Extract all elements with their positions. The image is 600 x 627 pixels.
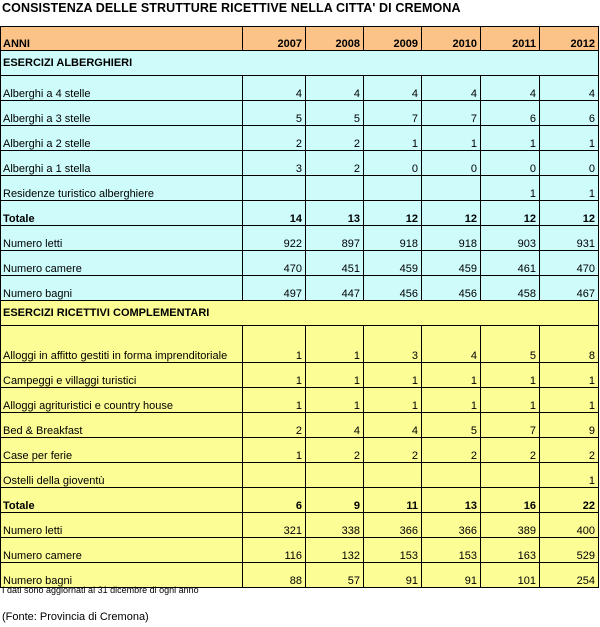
total-row (1, 488, 599, 513)
section-title-fill (540, 51, 599, 76)
value-cell: 4 (306, 413, 364, 438)
value-cell: 389 (481, 513, 540, 538)
value-cell: 456 (422, 276, 481, 301)
value-cell: 1 (243, 363, 306, 388)
value-cell: 4 (481, 76, 540, 101)
table-row (1, 563, 599, 588)
source-note: (Fonte: Provincia di Cremona) (2, 611, 149, 623)
value-cell: 4 (540, 76, 599, 101)
value-cell: 497 (243, 276, 306, 301)
value-cell: 447 (306, 276, 364, 301)
value-cell: 451 (306, 251, 364, 276)
value-cell: 2 (540, 438, 599, 463)
value-cell: 456 (364, 276, 422, 301)
value-cell (422, 463, 481, 488)
value-cell: 1 (364, 388, 422, 413)
value-cell: 1 (481, 176, 540, 201)
value-cell: 2 (243, 126, 306, 151)
value-cell: 1 (481, 363, 540, 388)
section-header-row (1, 301, 599, 326)
value-cell: 458 (481, 276, 540, 301)
value-cell: 254 (540, 563, 599, 588)
value-cell: 1 (364, 363, 422, 388)
value-cell: 0 (481, 151, 540, 176)
value-cell: 467 (540, 276, 599, 301)
header-label: ANNI (1, 27, 243, 51)
value-cell: 14 (243, 201, 306, 226)
value-cell: 366 (364, 513, 422, 538)
value-cell (364, 176, 422, 201)
value-cell (243, 176, 306, 201)
value-cell: 5 (422, 413, 481, 438)
value-cell: 153 (364, 538, 422, 563)
value-cell: 0 (422, 151, 481, 176)
section-header-row (1, 51, 599, 76)
value-cell: 7 (364, 101, 422, 126)
value-cell: 5 (481, 326, 540, 363)
total-row (1, 201, 599, 226)
value-cell: 5 (306, 101, 364, 126)
value-cell: 1 (422, 126, 481, 151)
table-row (1, 76, 599, 101)
table-row (1, 463, 599, 488)
header-row (1, 27, 599, 51)
section-title: ESERCIZI RICETTIVI COMPLEMENTARI (1, 301, 540, 326)
table-row (1, 513, 599, 538)
value-cell: 0 (540, 151, 599, 176)
value-cell: 897 (306, 226, 364, 251)
value-cell: 11 (364, 488, 422, 513)
value-cell: 9 (306, 488, 364, 513)
row-label: Numero bagni (1, 276, 243, 301)
value-cell: 7 (481, 413, 540, 438)
value-cell: 461 (481, 251, 540, 276)
value-cell: 1 (540, 463, 599, 488)
value-cell (306, 176, 364, 201)
value-cell: 91 (364, 563, 422, 588)
value-cell (481, 463, 540, 488)
table-row (1, 413, 599, 438)
value-cell: 9 (540, 413, 599, 438)
value-cell: 7 (422, 101, 481, 126)
value-cell: 91 (422, 563, 481, 588)
value-cell: 2 (306, 126, 364, 151)
value-cell (243, 463, 306, 488)
page-title: CONSISTENZA DELLE STRUTTURE RICETTIVE NELLA CITTA' DI CREMONA (2, 1, 461, 15)
row-label: Alloggi agrituristici e country house (1, 388, 243, 413)
value-cell: 918 (422, 226, 481, 251)
row-label: Alloggi in affitto gestiti in forma imprenditoriale (1, 326, 243, 363)
row-label: Bed & Breakfast (1, 413, 243, 438)
row-label: Ostelli della gioventù (1, 463, 243, 488)
table-row (1, 363, 599, 388)
value-cell: 12 (364, 201, 422, 226)
value-cell: 400 (540, 513, 599, 538)
row-label: Case per ferie (1, 438, 243, 463)
section-title: ESERCIZI ALBERGHIERI (1, 51, 540, 76)
value-cell: 1 (306, 363, 364, 388)
value-cell: 153 (422, 538, 481, 563)
value-cell: 163 (481, 538, 540, 563)
value-cell: 8 (540, 326, 599, 363)
value-cell: 13 (306, 201, 364, 226)
value-cell: 918 (364, 226, 422, 251)
value-cell: 338 (306, 513, 364, 538)
value-cell: 1 (243, 438, 306, 463)
value-cell: 3 (243, 151, 306, 176)
value-cell: 1 (540, 176, 599, 201)
row-label: Numero camere (1, 251, 243, 276)
value-cell: 922 (243, 226, 306, 251)
value-cell: 366 (422, 513, 481, 538)
value-cell: 4 (422, 326, 481, 363)
value-cell: 5 (243, 101, 306, 126)
table-row (1, 438, 599, 463)
row-label: Numero letti (1, 513, 243, 538)
value-cell (364, 463, 422, 488)
row-label: Numero letti (1, 226, 243, 251)
footnote: I dati sono aggiornati al 31 dicembre di ogni anno (2, 585, 199, 595)
header-year: 2011 (481, 27, 540, 51)
table-row (1, 176, 599, 201)
row-label: Numero camere (1, 538, 243, 563)
table-row (1, 326, 599, 363)
table-row (1, 101, 599, 126)
table-row (1, 151, 599, 176)
value-cell: 459 (422, 251, 481, 276)
row-label: Totale (1, 201, 243, 226)
value-cell: 2 (306, 151, 364, 176)
value-cell: 0 (364, 151, 422, 176)
value-cell: 4 (243, 76, 306, 101)
header-year: 2009 (364, 27, 422, 51)
value-cell: 2 (306, 438, 364, 463)
value-cell: 3 (364, 326, 422, 363)
value-cell: 1 (243, 326, 306, 363)
table-row (1, 126, 599, 151)
table-row (1, 251, 599, 276)
value-cell: 529 (540, 538, 599, 563)
value-cell: 2 (243, 413, 306, 438)
row-label: Alberghi a 3 stelle (1, 101, 243, 126)
value-cell: 2 (422, 438, 481, 463)
value-cell (306, 463, 364, 488)
header-year: 2012 (540, 27, 599, 51)
value-cell: 1 (243, 388, 306, 413)
value-cell: 16 (481, 488, 540, 513)
value-cell: 12 (422, 201, 481, 226)
value-cell: 6 (540, 101, 599, 126)
section-title-fill (540, 301, 599, 326)
value-cell: 1 (364, 126, 422, 151)
table-row (1, 226, 599, 251)
value-cell: 101 (481, 563, 540, 588)
value-cell: 1 (422, 363, 481, 388)
value-cell: 6 (243, 488, 306, 513)
value-cell: 459 (364, 251, 422, 276)
value-cell: 1 (422, 388, 481, 413)
value-cell: 116 (243, 538, 306, 563)
value-cell: 470 (243, 251, 306, 276)
table-row (1, 276, 599, 301)
value-cell: 13 (422, 488, 481, 513)
value-cell: 1 (540, 126, 599, 151)
value-cell: 321 (243, 513, 306, 538)
value-cell: 1 (540, 388, 599, 413)
value-cell: 1 (540, 363, 599, 388)
table-row (1, 388, 599, 413)
header-year: 2007 (243, 27, 306, 51)
value-cell: 1 (306, 326, 364, 363)
row-label: Alberghi a 4 stelle (1, 76, 243, 101)
row-label: Totale (1, 488, 243, 513)
value-cell: 4 (422, 76, 481, 101)
value-cell: 88 (243, 563, 306, 588)
value-cell: 4 (306, 76, 364, 101)
header-year: 2008 (306, 27, 364, 51)
row-label: Campeggi e villaggi turistici (1, 363, 243, 388)
row-label: Alberghi a 1 stella (1, 151, 243, 176)
value-cell: 2 (364, 438, 422, 463)
row-label: Numero bagni (1, 563, 243, 588)
row-label: Residenze turistico alberghiere (1, 176, 243, 201)
value-cell: 1 (481, 126, 540, 151)
value-cell: 132 (306, 538, 364, 563)
value-cell: 57 (306, 563, 364, 588)
value-cell: 6 (481, 101, 540, 126)
value-cell: 470 (540, 251, 599, 276)
value-cell: 1 (481, 388, 540, 413)
header-year: 2010 (422, 27, 481, 51)
value-cell: 2 (481, 438, 540, 463)
value-cell: 931 (540, 226, 599, 251)
value-cell: 12 (481, 201, 540, 226)
value-cell: 22 (540, 488, 599, 513)
value-cell: 903 (481, 226, 540, 251)
value-cell (422, 176, 481, 201)
table-row (1, 538, 599, 563)
data-table (0, 26, 599, 588)
row-label: Alberghi a 2 stelle (1, 126, 243, 151)
value-cell: 4 (364, 413, 422, 438)
value-cell: 4 (364, 76, 422, 101)
value-cell: 12 (540, 201, 599, 226)
value-cell: 1 (306, 388, 364, 413)
